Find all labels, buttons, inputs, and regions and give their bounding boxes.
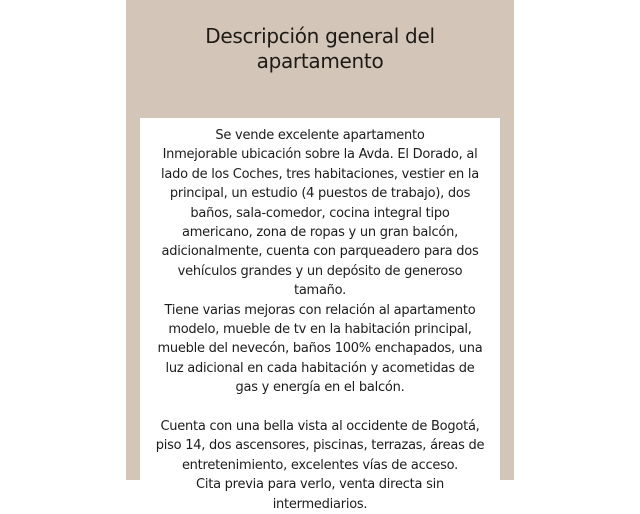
- page-title: [126, 24, 514, 74]
- description-line: principal, un estudio (4 puestos de trabajo), dos: [169, 186, 471, 202]
- description-card: [140, 118, 500, 512]
- description-line: entretenimiento, excelentes vías de acceso.: [181, 457, 459, 473]
- description-line: mueble del nevecón, baños 100% enchapados, una: [157, 341, 483, 357]
- description-line: adicionalmente, cuenta con parqueadero para dos: [161, 244, 479, 260]
- description-text: [140, 126, 500, 514]
- description-line: americano, zona de ropas y un gran balcón,: [182, 225, 458, 241]
- description-line: Tiene varias mejoras con relación al apartamento: [164, 302, 476, 318]
- description-line: Se vende excelente apartamento: [215, 128, 425, 143]
- description-line: Inmejorable ubicación sobre la Avda. El Dorado, al: [162, 147, 478, 163]
- title-line-2: apartamento: [256, 49, 384, 73]
- description-line: intermediarios.: [272, 496, 368, 512]
- beige-panel: [126, 0, 514, 512]
- description-line: luz adicional en cada habitación y acometidas de: [165, 360, 475, 376]
- description-line: modelo, mueble de tv en la habitación principal,: [168, 322, 472, 338]
- description-line: lado de los Coches, tres habitaciones, vestier en la: [161, 166, 479, 182]
- description-line: vehículos grandes y un depósito de generoso: [177, 263, 463, 279]
- description-line: Cita previa para verlo, venta directa sin: [196, 477, 444, 493]
- description-line: tamaño.: [293, 283, 347, 299]
- description-line: piso 14, dos ascensores, piscinas, terrazas, áreas de: [155, 438, 485, 454]
- paragraph-spacer: [140, 398, 500, 417]
- description-line: gas y energía en el balcón.: [235, 380, 405, 396]
- description-line: baños, sala-comedor, cocina integral tipo: [190, 205, 450, 221]
- title-line-1: Descripción general del: [205, 24, 435, 48]
- description-line: Cuenta con una bella vista al occidente de Bogotá,: [160, 419, 480, 435]
